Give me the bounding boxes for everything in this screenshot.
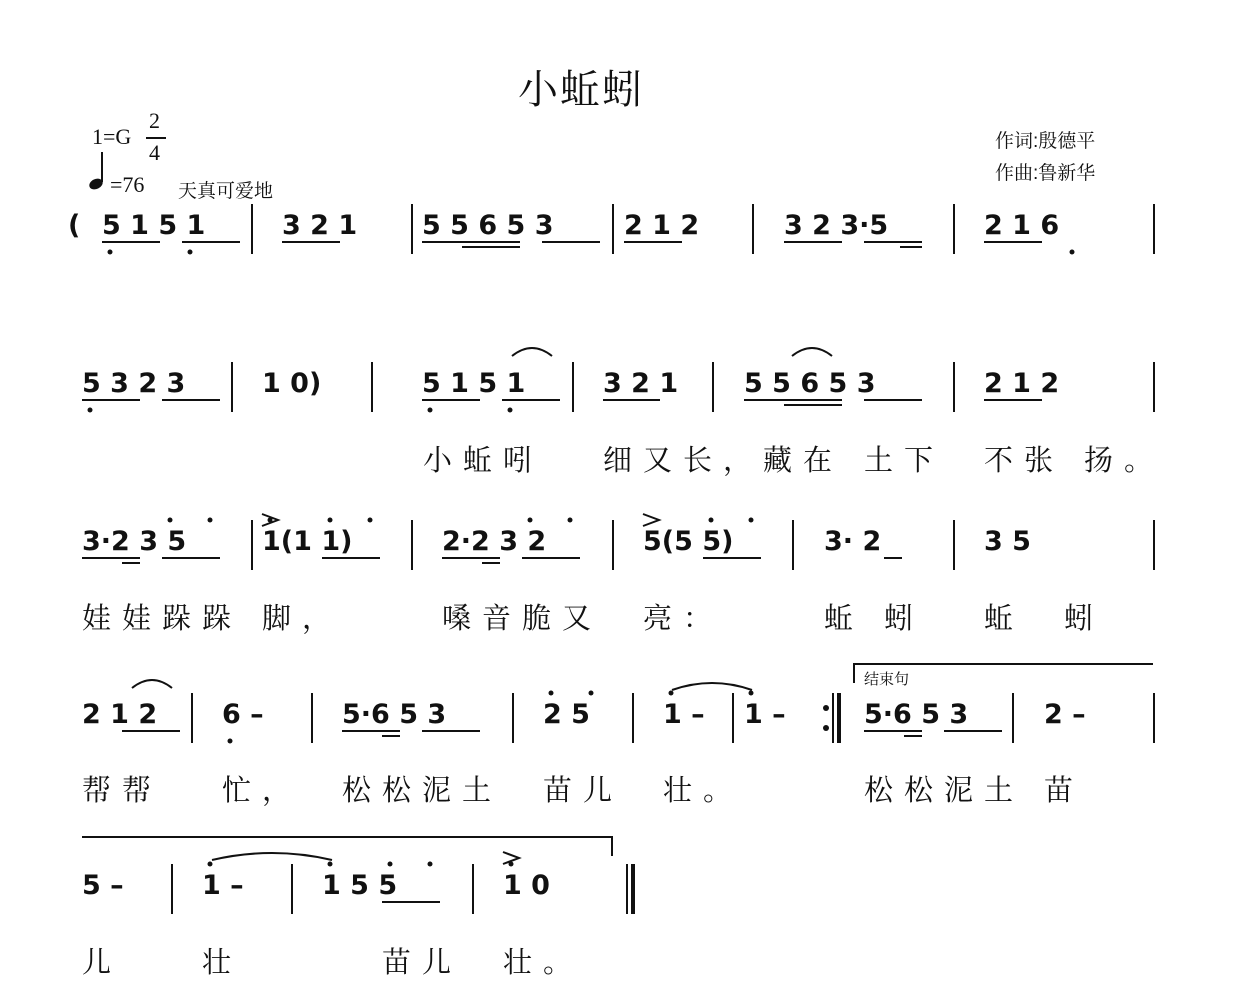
barline xyxy=(371,362,373,412)
lyric: 苗儿 xyxy=(543,773,624,807)
lyric: 蚯 xyxy=(824,601,865,635)
barline xyxy=(1153,693,1155,743)
measure-28: 1 – xyxy=(202,870,244,901)
lyric: 蚓 xyxy=(1064,601,1105,635)
barline xyxy=(953,520,955,570)
time-signature-bottom: 4 xyxy=(149,140,160,165)
composer-credit: 作曲:鲁新华 xyxy=(995,163,1096,184)
barline xyxy=(311,693,313,743)
barline xyxy=(572,362,574,412)
key-signature: 1=G xyxy=(92,124,132,149)
expression-marking: 天真可爱地 xyxy=(178,181,274,202)
lyric: 苗儿 xyxy=(382,945,463,979)
barline xyxy=(632,693,634,743)
measure-17: 3· 2 xyxy=(824,526,882,557)
measure-5: 3 2 3·5 xyxy=(784,210,889,241)
measure-22: 2 5 xyxy=(543,699,590,730)
barline xyxy=(612,520,614,570)
ending-bracket-hook xyxy=(611,836,613,856)
measure-3: 5 5 6 5 3 xyxy=(422,210,554,241)
barline xyxy=(191,693,193,743)
lyric: 忙， xyxy=(222,773,303,807)
measure-11: 5 5 6 5 3 xyxy=(744,368,876,399)
measure-24: 1 – xyxy=(744,699,786,730)
barline xyxy=(953,204,955,254)
measure-12: 2 1 2 xyxy=(984,368,1060,399)
lyric: 小蚯吲 xyxy=(423,443,544,477)
lyric: 壮。 xyxy=(503,945,584,979)
barline xyxy=(411,520,413,570)
measure-25: 5·6 5 3 xyxy=(864,699,969,730)
final-barline-thick xyxy=(631,864,635,914)
barline xyxy=(411,204,413,254)
lyric: 儿 xyxy=(82,945,123,979)
barline xyxy=(752,204,754,254)
barline xyxy=(251,204,253,254)
measure-10: 3 2 1 xyxy=(603,368,679,399)
ending-bracket-hook xyxy=(853,663,855,683)
tempo-marking: =76 xyxy=(110,172,145,197)
ending-bracket xyxy=(82,836,612,838)
measure-4: 2 1 2 xyxy=(624,210,700,241)
lyric: 蚯 xyxy=(984,601,1025,635)
lyric: 蚓 xyxy=(884,601,925,635)
barline xyxy=(1153,362,1155,412)
measure-18: 3 5 xyxy=(984,526,1031,557)
lyric: 嗓音脆又 xyxy=(442,601,603,635)
barline xyxy=(732,693,734,743)
time-signature-line xyxy=(146,137,166,139)
lyric: 细又长，藏在 xyxy=(603,443,844,477)
measure-30: 1 0 xyxy=(503,870,550,901)
measure-27: 5 – xyxy=(82,870,124,901)
barline xyxy=(291,864,293,914)
measure-6: 2 1 6 xyxy=(984,210,1060,241)
measure-15: 2·2 3 2 xyxy=(442,526,547,557)
ending-bracket xyxy=(853,663,1153,665)
barline xyxy=(171,864,173,914)
measure-29: 1 5 5 xyxy=(322,870,398,901)
lyric: 土下 xyxy=(864,443,945,477)
lyric: 扬。 xyxy=(1084,443,1165,477)
barline xyxy=(472,864,474,914)
lyric: 松松泥土 xyxy=(864,773,1025,807)
measure-7: 5 3 2 3 xyxy=(82,368,186,399)
barline xyxy=(512,693,514,743)
lyric: 娃娃跺跺 xyxy=(82,601,243,635)
barline xyxy=(612,204,614,254)
lyric: 壮 xyxy=(202,945,243,979)
barline xyxy=(712,362,714,412)
measure-9: 5 1 5 1 xyxy=(422,368,526,399)
barline xyxy=(792,520,794,570)
measure-26: 2 – xyxy=(1044,699,1086,730)
lyricist-credit: 作词:殷德平 xyxy=(995,131,1096,152)
barline xyxy=(1012,693,1014,743)
measure-23: 1 – xyxy=(663,699,705,730)
lyric: 亮： xyxy=(643,601,724,635)
open-paren: ( xyxy=(68,210,81,241)
lyric: 松松泥土 xyxy=(342,773,503,807)
repeat-barline-thick xyxy=(837,693,841,743)
barline xyxy=(1153,520,1155,570)
measure-8: 1 0) xyxy=(262,368,322,399)
barline xyxy=(953,362,955,412)
measure-19: 2 1 2 xyxy=(82,699,158,730)
measure-20: 6 – xyxy=(222,699,264,730)
measure-16: 5(5 5) xyxy=(643,526,734,557)
repeat-barline-thin xyxy=(832,693,834,743)
barline xyxy=(251,520,253,570)
lyric: 壮。 xyxy=(663,773,744,807)
measure-14: 1(1 1) xyxy=(262,526,353,557)
ending-label: 结束句 xyxy=(864,671,910,688)
measure-1: 5 1 5 1 xyxy=(102,210,206,241)
measure-21: 5·6 5 3 xyxy=(342,699,447,730)
song-title: 小蚯蚓 xyxy=(518,67,644,113)
measure-13: 3·2 3 5 xyxy=(82,526,187,557)
measure-2: 3 2 1 xyxy=(282,210,358,241)
lyric: 脚， xyxy=(262,601,343,635)
lyric: 苗 xyxy=(1044,773,1085,807)
lyric: 不张 xyxy=(984,443,1065,477)
barline xyxy=(1153,204,1155,254)
lyric: 帮帮 xyxy=(82,773,163,807)
time-signature-top: 2 xyxy=(149,108,160,133)
final-barline-thin xyxy=(626,864,628,914)
barline xyxy=(231,362,233,412)
